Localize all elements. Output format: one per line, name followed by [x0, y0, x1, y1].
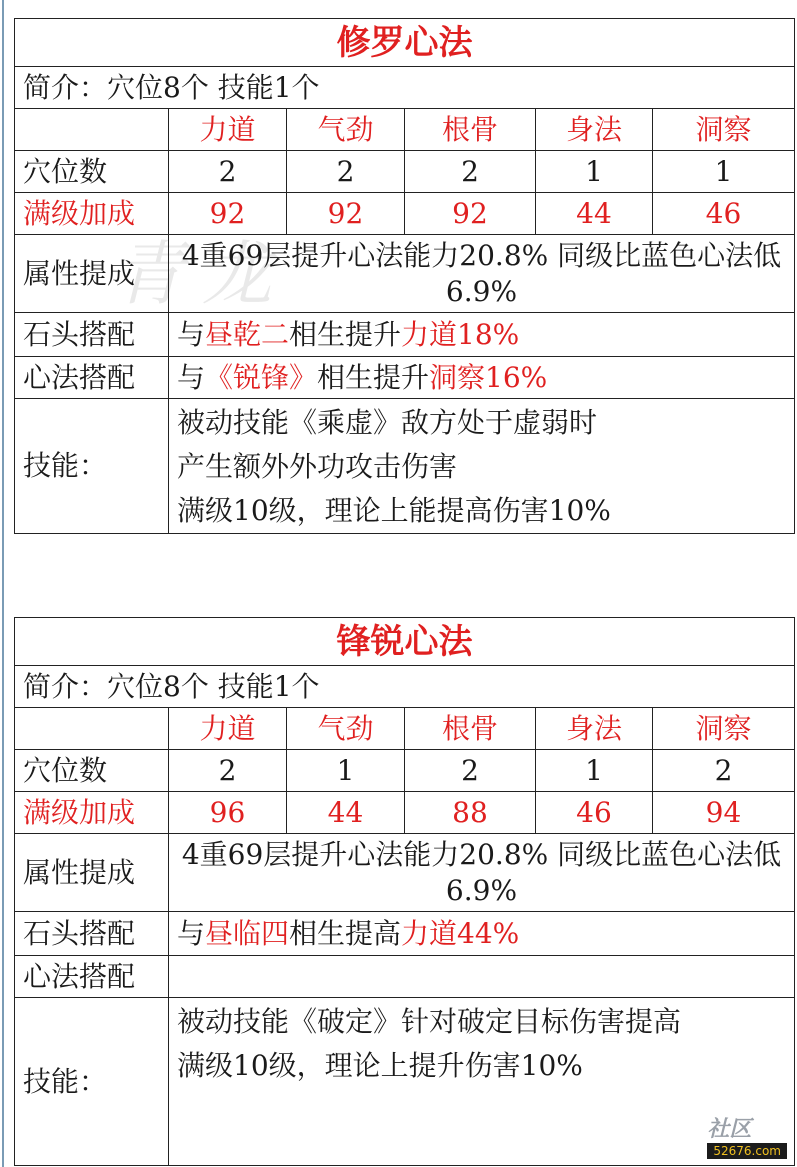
stone-name: 昼临四: [205, 916, 290, 950]
skill-line: 满级10级，理论上提升伤害10%: [177, 1049, 583, 1082]
acupoint-value: 2: [653, 750, 795, 792]
bonus-value: 92: [169, 193, 287, 235]
skill-line: 满级10级，理论上能提高伤害10%: [177, 494, 611, 527]
acupoint-value: 1: [536, 750, 653, 792]
bonus-label: 满级加成: [15, 792, 169, 834]
acupoint-value: 1: [536, 151, 653, 193]
stone-mid: 相生提升: [289, 317, 402, 351]
skill-line: 被动技能《乘虚》敌方处于虚弱时: [177, 406, 598, 439]
acupoint-value: 2: [405, 750, 536, 792]
attr-header: 力道: [169, 109, 287, 151]
stone-label: 石头搭配: [15, 912, 169, 956]
stone-attr: 力道44%: [401, 916, 520, 950]
method-intro: 简介：穴位8个 技能1个: [15, 67, 795, 109]
stone-pairing: [169, 313, 795, 357]
site-logo-url: 52676.com: [707, 1143, 787, 1159]
acupoint-label: 穴位数: [15, 151, 169, 193]
acupoint-value: 2: [287, 151, 405, 193]
window-edge: [2, 0, 4, 1167]
attr-header: 洞察: [653, 708, 795, 750]
skill-description: [169, 998, 795, 1166]
stone-attr: 力道18%: [401, 317, 520, 351]
bonus-value: 46: [536, 792, 653, 834]
stone-prefix: 与: [177, 317, 206, 351]
boost-label: 属性提成: [15, 834, 169, 912]
bonus-value: 96: [169, 792, 287, 834]
bonus-value: 44: [536, 193, 653, 235]
header-blank: [15, 708, 169, 750]
bonus-value: 46: [653, 193, 795, 235]
boost-label: 属性提成: [15, 235, 169, 313]
acupoint-value: 2: [169, 750, 287, 792]
heart-method-table-1: [14, 18, 794, 530]
method-pairing: [169, 357, 795, 399]
stone-pairing: [169, 912, 795, 956]
method-title: 锋锐心法: [15, 618, 795, 666]
acupoint-value: 1: [287, 750, 405, 792]
attr-header: 气劲: [287, 109, 405, 151]
method-intro: 简介：穴位8个 技能1个: [15, 666, 795, 708]
bonus-value: 92: [287, 193, 405, 235]
attr-header: 洞察: [653, 109, 795, 151]
stone-name: 昼乾二: [205, 317, 290, 351]
attr-header: 根骨: [405, 109, 536, 151]
bonus-value: 92: [405, 193, 536, 235]
acupoint-value: 1: [653, 151, 795, 193]
method-title: 修罗心法: [15, 19, 795, 67]
attr-header: 根骨: [405, 708, 536, 750]
skill-line: 被动技能《破定》针对破定目标伤害提高: [177, 1005, 682, 1038]
attr-header: 身法: [536, 708, 653, 750]
skill-label: 技能：: [15, 998, 169, 1166]
method-prefix: 与: [177, 360, 206, 394]
site-logo: [707, 1112, 787, 1159]
bonus-value: 94: [653, 792, 795, 834]
heart-method-table-2: [14, 617, 794, 1167]
stone-mid: 相生提高: [289, 916, 402, 950]
boost-text: 4重69层提升心法能力20.8% 同级比蓝色心法低6.9%: [169, 235, 795, 313]
method-mid: 相生提升: [317, 360, 430, 394]
bonus-value: 44: [287, 792, 405, 834]
bonus-value: 88: [405, 792, 536, 834]
watermark: 青龙: [114, 233, 290, 315]
skill-description: [169, 399, 795, 534]
attr-header: 气劲: [287, 708, 405, 750]
method-attr: 洞察16%: [429, 360, 548, 394]
stone-label: 石头搭配: [15, 313, 169, 357]
method-pairing-empty: [169, 956, 795, 998]
attr-header: 力道: [169, 708, 287, 750]
acupoint-label: 穴位数: [15, 750, 169, 792]
stone-prefix: 与: [177, 916, 206, 950]
attr-header: 身法: [536, 109, 653, 151]
skill-line: 产生额外外功攻击伤害: [177, 450, 458, 483]
method-table: [14, 617, 795, 1166]
acupoint-value: 2: [405, 151, 536, 193]
bonus-label: 满级加成: [15, 193, 169, 235]
method-table: [14, 18, 795, 534]
acupoint-value: 2: [169, 151, 287, 193]
site-logo-mark: 社区: [707, 1117, 752, 1142]
header-blank: [15, 109, 169, 151]
skill-label: 技能：: [15, 399, 169, 534]
boost-text: 4重69层提升心法能力20.8% 同级比蓝色心法低6.9%: [169, 834, 795, 912]
method-name: 《锐锋》: [205, 360, 318, 394]
method-pairing-label: 心法搭配: [15, 956, 169, 998]
method-pairing-label: 心法搭配: [15, 357, 169, 399]
